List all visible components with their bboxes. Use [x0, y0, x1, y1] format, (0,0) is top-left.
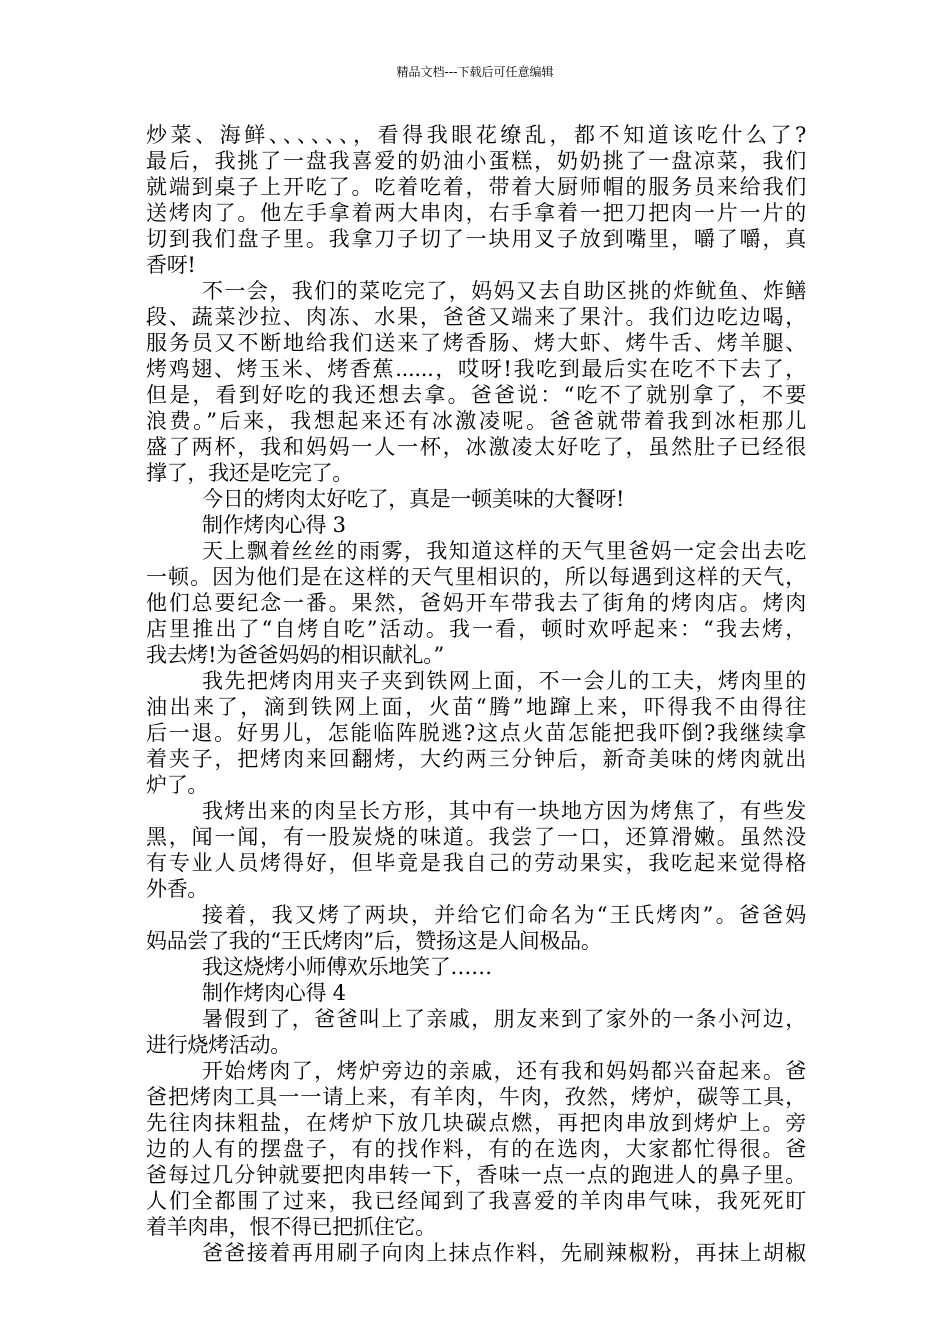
text-line: 黑，闻一闻，有一股炭烧的味道。我尝了一口，还算滑嫩。虽然没: [146, 825, 806, 849]
text-line: 店里推出了“自烤自吃”活动。我一看，顿时欢呼起来：“我去烤，: [146, 617, 806, 641]
text-line: 外香。: [146, 877, 209, 901]
text-line: 先往肉抹粗盐，在烤炉下放几块碳点燃，再把肉串放到烤炉上。旁: [146, 1111, 806, 1135]
text-line: 我去烤!为爸爸妈妈的相识献礼。”: [146, 643, 444, 667]
text-line: 爸把烤肉工具一一请上来，有羊肉，牛肉，孜然，烤炉，碳等工具，: [146, 1085, 806, 1109]
text-line: 妈品尝了我的“王氏烤肉”后，赞扬这是人间极品。: [146, 929, 602, 953]
text-line: 但是，看到好吃的我还想去拿。爸爸说：“吃不了就别拿了，不要: [146, 383, 806, 407]
text-line: 服务员又不断地给我们送来了烤香肠、烤大虾、烤牛舌、烤羊腿、: [146, 331, 806, 355]
text-line: 我烤出来的肉呈长方形，其中有一块地方因为烤焦了，有些发: [202, 799, 806, 823]
text-line: 制作烤肉心得 4: [202, 981, 346, 1005]
text-line: 人们全都围了过来，我已经闻到了我喜爱的羊肉串气味，我死死盯: [146, 1189, 806, 1213]
text-line: 进行烧烤活动。: [146, 1033, 291, 1057]
text-line: 盛了两杯，我和妈妈一人一杯，冰激凌太好吃了，虽然肚子已经很: [146, 435, 806, 459]
text-line: 我这烧烤小师傅欢乐地笑了……: [202, 955, 492, 979]
text-line: 边的人有的摆盘子，有的找作料，有的在选肉，大家都忙得很。爸: [146, 1137, 806, 1161]
text-line: 段、蔬菜沙拉、肉冻、水果，爸爸又端来了果汁。我们边吃边喝，: [146, 305, 806, 329]
text-line: 送烤肉了。他左手拿着两大串肉，右手拿着一把刀把肉一片一片的: [146, 201, 806, 225]
text-line: 爸每过几分钟就要把肉串转一下，香味一点一点的跑进人的鼻子里。: [146, 1163, 806, 1187]
text-line: 烤鸡翅、烤玉米、烤香蕉......，哎呀!我吃到最后实在吃不下去了，: [146, 357, 806, 381]
text-line: 一顿。因为他们是在这样的天气里相识的，所以每遇到这样的天气，: [146, 565, 806, 589]
text-line: 暑假到了，爸爸叫上了亲戚，朋友来到了家外的一条小河边，: [202, 1007, 806, 1031]
text-line: 他们总要纪念一番。果然，爸妈开车带我去了街角的烤肉店。烤肉: [146, 591, 806, 615]
document-body: [146, 122, 806, 1266]
text-line: 炉了。: [146, 773, 209, 797]
text-line: 有专业人员烤得好，但毕竟是我自己的劳动果实，我吃起来觉得格: [146, 851, 806, 875]
text-line: 不一会，我们的菜吃完了，妈妈又去自助区挑的炸鱿鱼、炸鳝: [202, 279, 806, 303]
text-line: 油出来了，滴到铁网上面，火苗“腾”地蹿上来，吓得我不由得往: [146, 695, 806, 719]
text-line: 今日的烤肉太好吃了，真是一顿美味的大餐呀!: [202, 487, 625, 511]
text-line: 浪费。”后来，我想起来还有冰激凌呢。爸爸就带着我到冰柜那儿: [146, 409, 806, 433]
page-header: 精品文档---下载后可任意编辑: [396, 65, 554, 79]
text-line: 切到我们盘子里。我拿刀子切了一块用叉子放到嘴里，嚼了嚼，真: [146, 227, 806, 251]
text-line: 就端到桌子上开吃了。吃着吃着，带着大厨师帽的服务员来给我们: [146, 175, 806, 199]
text-line: 最后，我挑了一盘我喜爱的奶油小蛋糕，奶奶挑了一盘凉菜，我们: [146, 149, 806, 173]
text-line: 接着，我又烤了两块，并给它们命名为“王氏烤肉”。爸爸妈: [202, 903, 806, 927]
text-line: 香呀!: [146, 253, 196, 277]
text-line: 着羊肉串，恨不得已把抓住它。: [146, 1215, 436, 1239]
text-line: 撑了，我还是吃完了。: [146, 461, 353, 485]
text-line: 开始烤肉了，烤炉旁边的亲戚，还有我和妈妈都兴奋起来。爸: [202, 1059, 806, 1083]
text-line: 我先把烤肉用夹子夹到铁网上面，不一会儿的工夫，烤肉里的: [202, 669, 806, 693]
text-line: 后一退。好男儿，怎能临阵脱逃?这点火苗怎能把我吓倒?我继续拿: [146, 721, 806, 745]
text-line: 天上飘着丝丝的雨雾，我知道这样的天气里爸妈一定会出去吃: [202, 539, 806, 563]
text-line: 爸爸接着再用刷子向肉上抹点作料，先刷辣椒粉，再抹上胡椒: [202, 1241, 806, 1265]
text-line: 炒菜、海鲜、、、、、、，看得我眼花缭乱，都不知道该吃什么了?: [146, 123, 806, 147]
text-line: 着夹子，把烤肉来回翻烤，大约两三分钟后，新奇美味的烤肉就出: [146, 747, 806, 771]
text-line: 制作烤肉心得 3: [202, 513, 346, 537]
